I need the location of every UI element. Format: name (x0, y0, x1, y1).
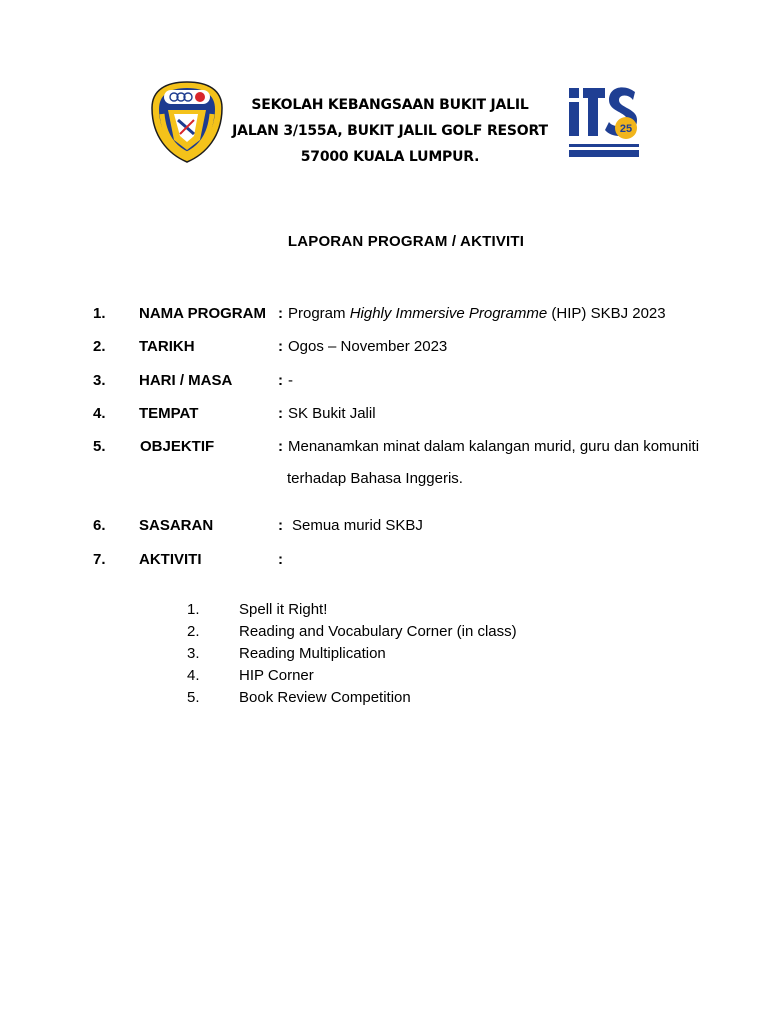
activity-number: 1. (187, 601, 200, 618)
info-row-activities (0, 550, 768, 570)
row-value: SK Bukit Jalil (288, 405, 376, 422)
activity-number: 3. (187, 645, 200, 662)
row-value: Semua murid SKBJ (292, 517, 423, 534)
school-header (228, 92, 552, 170)
report-title: LAPORAN PROGRAM / AKTIVITI (287, 233, 525, 250)
activity-item (0, 688, 768, 708)
activity-text: HIP Corner (239, 667, 314, 684)
row-colon: : (278, 338, 283, 355)
row-colon: : (278, 305, 283, 322)
row-number: 4. (93, 405, 106, 422)
activity-number: 2. (187, 623, 200, 640)
row-label: NAMA PROGRAM (139, 305, 266, 322)
info-row-day-time (0, 371, 768, 391)
row-number: 3. (93, 372, 106, 389)
info-row-objective-continued (0, 469, 768, 489)
info-row-date (0, 337, 768, 357)
activity-item (0, 600, 768, 620)
ts25-logo-icon (565, 82, 643, 162)
row-colon: : (278, 551, 283, 568)
activity-text: Reading Multiplication (239, 645, 386, 662)
row-label: AKTIVITI (139, 551, 202, 568)
value-prefix: Program (288, 305, 350, 322)
activity-text: Book Review Competition (239, 689, 411, 706)
row-value (288, 304, 666, 324)
activity-text: Spell it Right! (239, 601, 328, 618)
row-number: 1. (93, 305, 106, 322)
ts25-number: 25 (619, 123, 633, 135)
school-crest-icon (150, 80, 224, 164)
row-colon: : (278, 517, 283, 534)
row-label: OBJEKTIF (140, 438, 215, 455)
school-address-line2: 57000 KUALA LUMPUR. (300, 149, 480, 165)
activity-text: Reading and Vocabulary Corner (in class) (239, 623, 517, 640)
value-suffix: (HIP) SKBJ 2023 (547, 305, 666, 322)
row-number: 5. (93, 438, 106, 455)
activity-item (0, 666, 768, 686)
activity-number: 4. (187, 667, 200, 684)
row-colon: : (278, 405, 283, 422)
info-row-venue (0, 404, 768, 424)
row-colon: : (278, 438, 283, 455)
school-address-line1: JALAN 3/155A, BUKIT JALIL GOLF RESORT (232, 123, 548, 139)
row-label: SASARAN (139, 517, 214, 534)
info-row-target (0, 516, 768, 536)
row-value: - (288, 372, 293, 389)
row-number: 7. (93, 551, 106, 568)
row-value-line2: terhadap Bahasa Inggeris. (287, 470, 463, 487)
row-number: 2. (93, 338, 106, 355)
row-number: 6. (93, 517, 106, 534)
row-colon: : (278, 372, 283, 389)
activity-number: 5. (187, 689, 200, 706)
school-name: SEKOLAH KEBANGSAAN BUKIT JALIL (251, 97, 529, 113)
value-italic: Highly Immersive Programme (349, 305, 548, 322)
row-label: TARIKH (139, 338, 195, 355)
info-row-program-name (0, 304, 768, 324)
row-label: HARI / MASA (139, 372, 233, 389)
activity-item (0, 622, 768, 642)
row-value: Ogos – November 2023 (288, 338, 448, 355)
activity-item (0, 644, 768, 664)
row-label: TEMPAT (139, 405, 199, 422)
info-row-objective (0, 437, 768, 457)
row-value: Menanamkan minat dalam kalangan murid, guru dan komuniti (288, 438, 700, 455)
